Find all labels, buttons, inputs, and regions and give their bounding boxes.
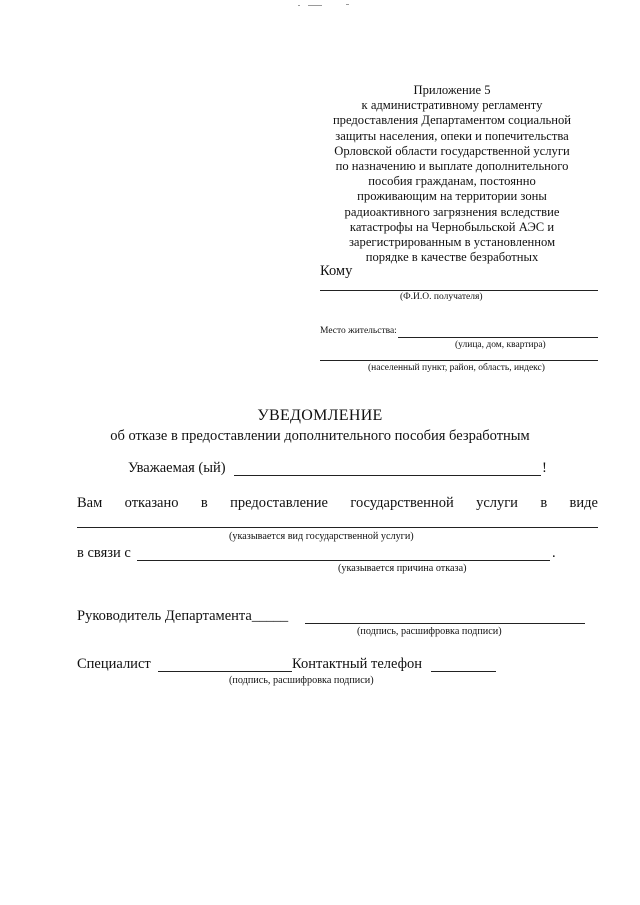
salutation-label: Уважаемая (ый) <box>128 460 226 476</box>
appendix-line: Орловской области государственной услуги <box>334 143 570 158</box>
refusal-word: Вам <box>77 495 103 511</box>
head-blank: _____ <box>251 608 289 624</box>
refusal-word: отказано <box>124 495 179 511</box>
salutation-line <box>234 475 541 476</box>
refusal-word: государственной <box>350 495 454 511</box>
appendix-line: пособия гражданам, постоянно <box>368 174 536 189</box>
salutation-exclamation: ! <box>542 460 547 476</box>
appendix-line: по назначению и выплате дополнительного <box>335 159 569 174</box>
phone-line <box>431 671 496 672</box>
refusal-sentence <box>77 495 598 512</box>
head-label <box>77 608 288 625</box>
head-label-text: Руководитель Департамента <box>77 608 252 624</box>
reason-label: в связи с <box>77 545 131 561</box>
appendix-line: радиоактивного загрязнения вследствие <box>344 204 560 219</box>
fio-caption: (Ф.И.О. получателя) <box>400 292 483 302</box>
locality-caption: (населенный пункт, район, область, индекс) <box>368 363 545 373</box>
locality-line <box>320 360 598 361</box>
appendix-line: порядке в качестве безработных <box>365 250 539 265</box>
service-caption: (указывается вид государственной услуги) <box>229 531 414 542</box>
reason-line <box>137 560 550 561</box>
head-caption: (подпись, расшифровка подписи) <box>357 626 502 637</box>
refusal-word: виде <box>569 495 598 511</box>
appendix-line: защиты населения, опеки и попечительства <box>335 128 569 143</box>
specialist-caption: (подпись, расшифровка подписи) <box>229 675 374 686</box>
residence-label: Место жительства: <box>320 326 397 336</box>
specialist-label: Специалист <box>77 656 151 672</box>
refusal-word: услуги <box>476 495 518 511</box>
head-signature-line <box>305 623 585 624</box>
scan-specks <box>298 2 358 10</box>
phone-label: Контактный телефон <box>292 656 423 672</box>
appendix-header <box>318 83 586 265</box>
reason-caption: (указывается причина отказа) <box>338 563 467 574</box>
appendix-line: зарегистрированным в установленном <box>348 235 556 250</box>
appendix-line: катастрофы на Чернобыльской АЭС и <box>349 219 555 234</box>
refusal-word: в <box>540 495 548 511</box>
service-line <box>77 527 598 528</box>
refusal-word: предоставление <box>230 495 328 511</box>
appendix-line: предоставления Департаментом социальной <box>332 113 572 128</box>
specialist-signature-line <box>158 671 292 672</box>
appendix-line: Приложение 5 <box>413 83 491 97</box>
reason-end: . <box>552 545 556 561</box>
street-line <box>398 337 598 338</box>
komu-label: Кому <box>320 263 353 279</box>
refusal-word: в <box>200 495 208 511</box>
appendix-line: к административному регламенту <box>361 98 543 113</box>
appendix-line: проживающим на территории зоны <box>357 189 547 204</box>
fio-line <box>320 290 598 291</box>
notice-title: УВЕДОМЛЕНИЕ <box>257 407 383 424</box>
notice-subtitle: об отказе в предоставлении дополнительного пособия безработным <box>110 428 530 444</box>
street-caption: (улица, дом, квартира) <box>455 340 546 350</box>
